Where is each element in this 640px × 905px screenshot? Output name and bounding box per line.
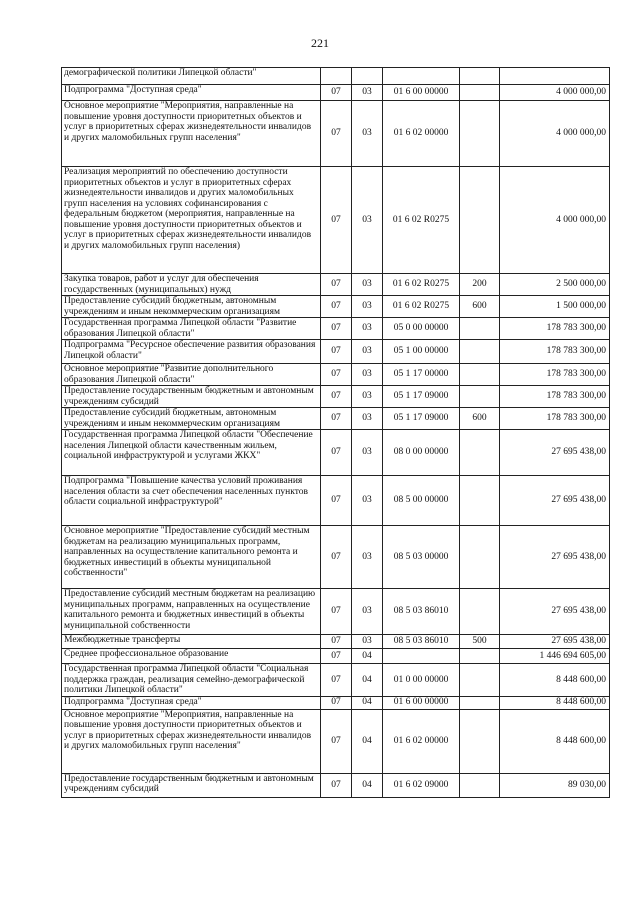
row-amount-cell: 4 000 000,00 [500,167,610,274]
row-expense-type-cell: 200 [460,274,500,296]
row-section-cell: 07 [321,430,352,476]
row-expense-type-cell [460,167,500,274]
row-target-code-cell: 01 6 02 09000 [383,773,460,797]
row-name-cell: Основное мероприятие "Мероприятия, направленные на повышение уровня доступности приоритетных объектов и услуг в приоритетных сферах жизнедеятельности инвалидов и других маломобильных групп населения" [62,101,321,167]
row-amount-cell: 178 783 300,00 [500,318,610,340]
row-target-code-cell: 05 1 17 00000 [383,364,460,386]
table-row [62,296,610,318]
row-expense-type-cell [460,430,500,476]
table-row [62,386,610,408]
row-name-cell: Подпрограмма "Доступная среда" [62,85,321,101]
row-target-code-cell: 05 1 17 09000 [383,386,460,408]
row-name-cell: Государственная программа Липецкой области "Обеспечение населения Липецкой области качественным жильем, социальной инфраструктурой и услугами ЖКХ" [62,430,321,476]
page-number: 221 [311,36,329,50]
table-row [62,364,610,386]
table-row [62,274,610,296]
table-row [62,476,610,526]
row-name-cell: Подпрограмма "Доступная среда" [62,696,321,709]
row-name-cell: Межбюджетные трансферты [62,635,321,649]
row-expense-type-cell [460,709,500,773]
table-row [62,68,610,85]
row-section-cell: 07 [321,408,352,430]
row-amount-cell: 2 500 000,00 [500,274,610,296]
row-amount-cell: 178 783 300,00 [500,386,610,408]
row-subsection-cell: 03 [352,408,383,430]
row-subsection-cell: 03 [352,635,383,649]
row-expense-type-cell [460,386,500,408]
row-target-code-cell: 05 1 17 09000 [383,408,460,430]
row-expense-type-cell: 600 [460,296,500,318]
row-name-cell: демографической политики Липецкой области" [62,68,321,85]
row-expense-type-cell [460,649,500,664]
row-amount-cell: 178 783 300,00 [500,340,610,364]
row-target-code-cell [383,649,460,664]
row-amount-cell: 27 695 438,00 [500,430,610,476]
row-subsection-cell: 03 [352,296,383,318]
row-section-cell: 07 [321,85,352,101]
row-amount-cell: 4 000 000,00 [500,101,610,167]
row-expense-type-cell: 500 [460,635,500,649]
row-expense-type-cell [460,340,500,364]
row-target-code-cell: 01 6 02 00000 [383,709,460,773]
row-section-cell: 07 [321,167,352,274]
table-row [62,85,610,101]
table-row [62,318,610,340]
row-target-code-cell: 01 6 00 00000 [383,696,460,709]
row-target-code-cell: 01 6 00 00000 [383,85,460,101]
row-section-cell: 07 [321,318,352,340]
row-subsection-cell: 04 [352,649,383,664]
row-name-cell: Закупка товаров, работ и услуг для обеспечения государственных (муниципальных) нужд [62,274,321,296]
row-name-cell: Подпрограмма "Повышение качества условий проживания населения области за счет обеспечения населенных пунктов области социальной инфраструктурой" [62,476,321,526]
row-expense-type-cell [460,101,500,167]
row-expense-type-cell [460,68,500,85]
row-expense-type-cell [460,773,500,797]
row-expense-type-cell [460,589,500,635]
row-subsection-cell: 03 [352,430,383,476]
row-section-cell: 07 [321,709,352,773]
row-section-cell: 07 [321,274,352,296]
row-expense-type-cell: 600 [460,408,500,430]
row-amount-cell: 4 000 000,00 [500,85,610,101]
table-row [62,664,610,697]
row-target-code-cell: 01 6 02 00000 [383,101,460,167]
row-name-cell: Реализация мероприятий по обеспечению доступности приоритетных объектов и услуг в приоритетных сферах жизнедеятельности инвалидов и других маломобильных групп населения на условиях софинансирования с федеральным бюджетом (мероприятия, направленные на повышение уровня доступности приоритетных объектов и услуг в приоритетных сферах жизнедеятельности инвалидов и других маломобильных групп населения) [62,167,321,274]
row-target-code-cell: 01 6 02 R0275 [383,167,460,274]
row-target-code-cell: 08 5 03 86010 [383,589,460,635]
row-name-cell: Государственная программа Липецкой области "Развитие образования Липецкой области" [62,318,321,340]
row-amount-cell: 1 500 000,00 [500,296,610,318]
row-subsection-cell: 03 [352,101,383,167]
table-row [62,408,610,430]
table-row [62,101,610,167]
row-name-cell: Предоставление государственным бюджетным и автономным учреждениям субсидий [62,773,321,797]
row-target-code-cell [383,68,460,85]
row-name-cell: Предоставление субсидий бюджетным, автономным учреждениям и иным некоммерческим организациям [62,408,321,430]
row-target-code-cell: 08 5 03 86010 [383,635,460,649]
row-section-cell: 07 [321,296,352,318]
row-name-cell: Основное мероприятие "Развитие дополнительного образования Липецкой области" [62,364,321,386]
table-row [62,167,610,274]
row-section-cell: 07 [321,696,352,709]
row-section-cell: 07 [321,589,352,635]
row-amount-cell: 27 695 438,00 [500,526,610,589]
row-subsection-cell: 04 [352,773,383,797]
row-subsection-cell [352,68,383,85]
row-subsection-cell: 03 [352,386,383,408]
row-subsection-cell: 03 [352,318,383,340]
row-name-cell: Предоставление субсидий местным бюджетам на реализацию муниципальных программ, направленных на осуществление капитального ремонта и бюджетных инвестиций в объекты муниципальной собственности [62,589,321,635]
row-target-code-cell: 05 0 00 00000 [383,318,460,340]
row-amount-cell: 8 448 600,00 [500,696,610,709]
row-amount-cell: 27 695 438,00 [500,476,610,526]
row-target-code-cell: 05 1 00 00000 [383,340,460,364]
table-row [62,526,610,589]
row-target-code-cell: 01 6 02 R0275 [383,296,460,318]
budget-table [61,67,610,798]
row-amount-cell: 178 783 300,00 [500,408,610,430]
row-name-cell: Среднее профессиональное образование [62,649,321,664]
row-subsection-cell: 03 [352,589,383,635]
row-subsection-cell: 03 [352,476,383,526]
row-section-cell: 07 [321,635,352,649]
row-subsection-cell: 03 [352,526,383,589]
table-row [62,430,610,476]
budget-table-body [62,68,610,798]
row-name-cell: Предоставление государственным бюджетным и автономным учреждениям субсидий [62,386,321,408]
row-expense-type-cell [460,318,500,340]
row-expense-type-cell [460,476,500,526]
table-row [62,340,610,364]
row-section-cell: 07 [321,773,352,797]
row-section-cell: 07 [321,386,352,408]
row-name-cell: Основное мероприятие "Предоставление субсидий местным бюджетам на реализацию муниципальных программ, направленных на осуществление капитального ремонта и бюджетных инвестиций в объекты муниципальной собственности" [62,526,321,589]
row-amount-cell: 89 030,00 [500,773,610,797]
row-amount-cell: 27 695 438,00 [500,589,610,635]
row-subsection-cell: 03 [352,85,383,101]
row-subsection-cell: 04 [352,709,383,773]
row-target-code-cell: 08 5 00 00000 [383,476,460,526]
row-subsection-cell: 04 [352,696,383,709]
row-target-code-cell: 01 6 02 R0275 [383,274,460,296]
row-section-cell: 07 [321,476,352,526]
row-amount-cell: 8 448 600,00 [500,664,610,697]
row-subsection-cell: 03 [352,364,383,386]
table-row [62,589,610,635]
row-subsection-cell: 03 [352,340,383,364]
row-section-cell: 07 [321,101,352,167]
row-amount-cell: 8 448 600,00 [500,709,610,773]
row-subsection-cell: 03 [352,274,383,296]
row-expense-type-cell [460,664,500,697]
row-expense-type-cell [460,85,500,101]
row-target-code-cell: 08 5 03 00000 [383,526,460,589]
row-expense-type-cell [460,526,500,589]
row-section-cell: 07 [321,340,352,364]
row-name-cell: Государственная программа Липецкой области "Социальная поддержка граждан, реализация семейно-демографической политики Липецкой области" [62,664,321,697]
row-section-cell: 07 [321,649,352,664]
row-amount-cell: 27 695 438,00 [500,635,610,649]
row-target-code-cell: 01 0 00 00000 [383,664,460,697]
row-section-cell: 07 [321,526,352,589]
table-row [62,773,610,797]
row-expense-type-cell [460,696,500,709]
row-expense-type-cell [460,364,500,386]
row-amount-cell: 1 446 694 605,00 [500,649,610,664]
row-subsection-cell: 04 [352,664,383,697]
row-name-cell: Подпрограмма "Ресурсное обеспечение развития образования Липецкой области" [62,340,321,364]
row-name-cell: Предоставление субсидий бюджетным, автономным учреждениям и иным некоммерческим организациям [62,296,321,318]
row-amount-cell: 178 783 300,00 [500,364,610,386]
row-amount-cell [500,68,610,85]
row-subsection-cell: 03 [352,167,383,274]
row-target-code-cell: 08 0 00 00000 [383,430,460,476]
row-section-cell: 07 [321,664,352,697]
table-row [62,649,610,664]
row-name-cell: Основное мероприятие "Мероприятия, направленные на повышение уровня доступности приоритетных объектов и услуг в приоритетных сферах жизнедеятельности инвалидов и других маломобильных групп населения" [62,709,321,773]
table-row [62,696,610,709]
table-row [62,635,610,649]
row-section-cell [321,68,352,85]
row-section-cell: 07 [321,364,352,386]
table-row [62,709,610,773]
